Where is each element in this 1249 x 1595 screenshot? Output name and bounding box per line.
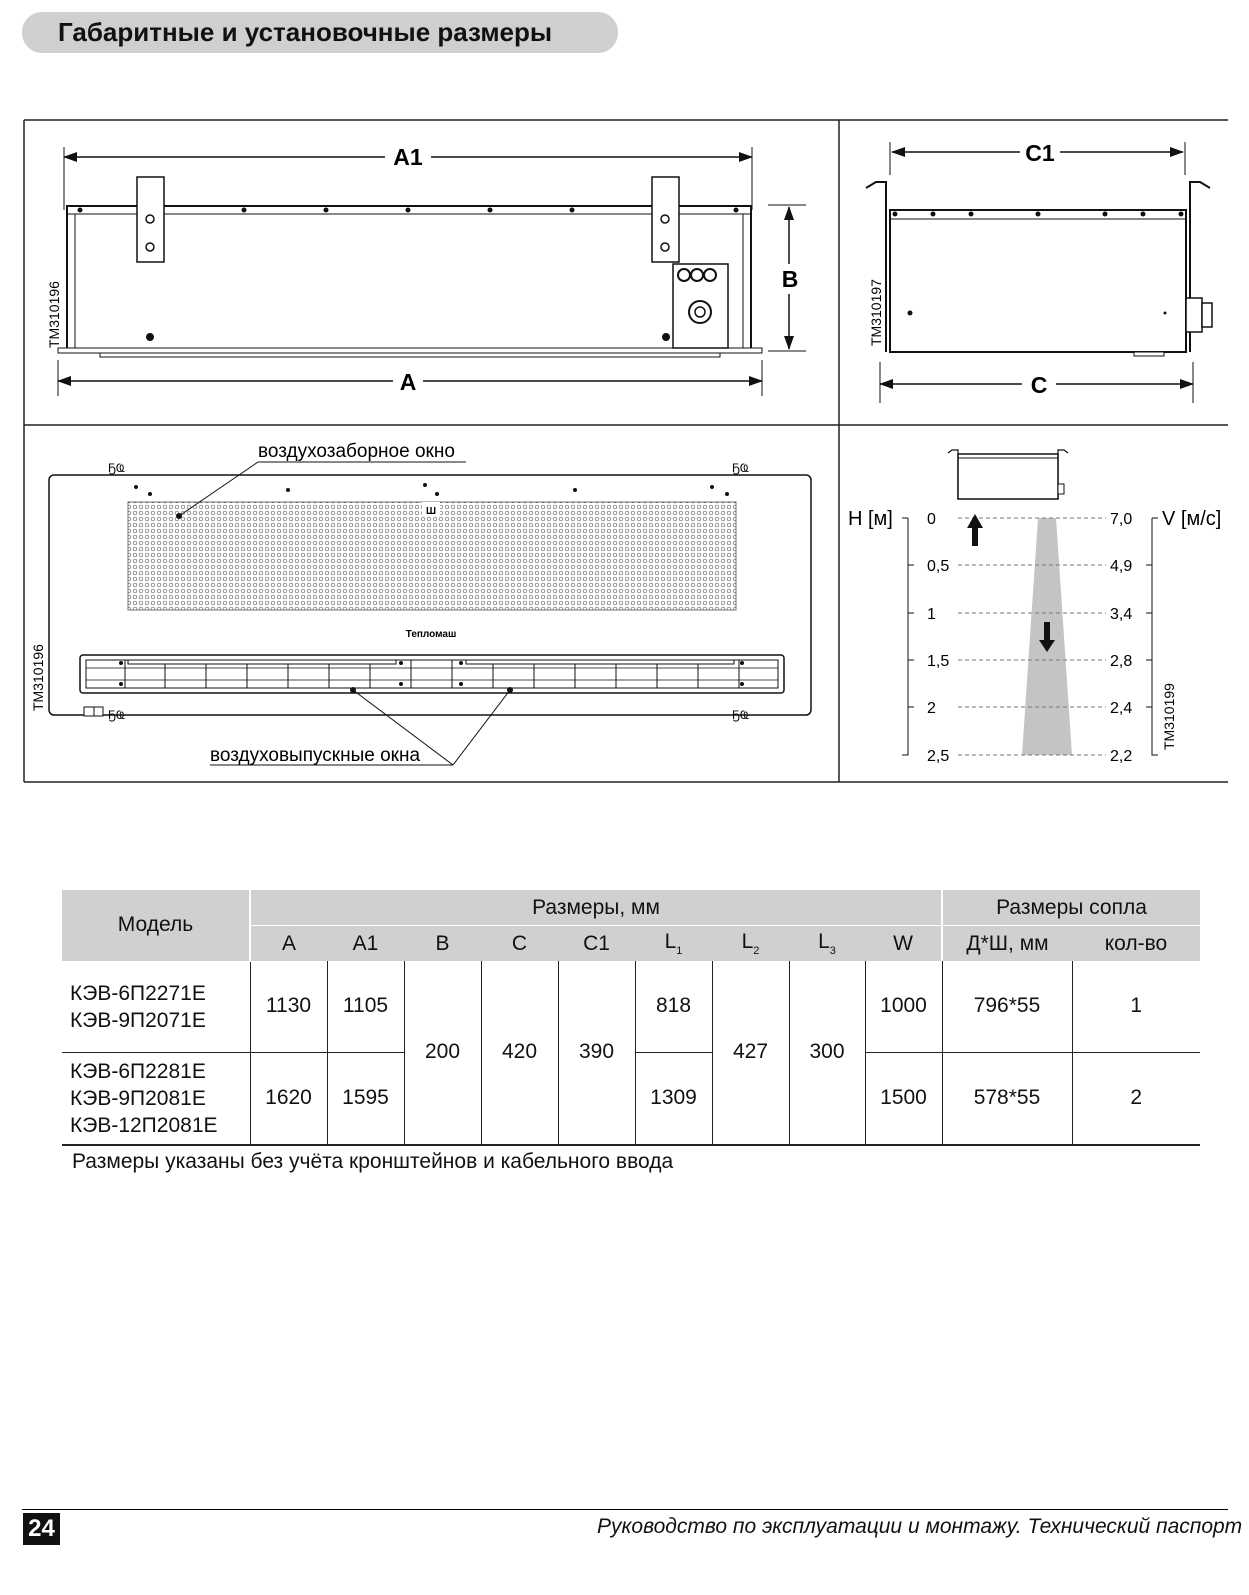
cell-dw: 578*55 [942, 1052, 1072, 1145]
h-value: 0 [927, 511, 936, 528]
svg-text:ҔҨ: ҔҨ [732, 461, 750, 475]
v-value: 2,8 [1110, 653, 1133, 670]
cell-a: 1130 [250, 961, 327, 1052]
col-l2-sub: 2 [753, 945, 760, 957]
cell-l1: 818 [635, 961, 712, 1052]
cell-a: 1620 [250, 1052, 327, 1145]
v-axis-label: V [м/с] [1162, 508, 1222, 530]
drawing-code-bottom: ТМ310196 [30, 644, 46, 711]
dim-a1-label: A1 [393, 144, 423, 170]
model-name: КЭВ-6П2271Е [70, 981, 206, 1005]
col-l2 [712, 926, 789, 962]
cell-w: 1000 [865, 961, 942, 1052]
col-l1-sub: 1 [676, 945, 683, 957]
front-view [46, 142, 806, 396]
cell-l3: 300 [789, 961, 865, 1145]
page-title: Габаритные и установочные размеры [58, 17, 553, 47]
col-b: B [404, 926, 481, 962]
h-value: 0,5 [927, 558, 950, 575]
drawing-code-airflow: ТМ310199 [1161, 683, 1177, 750]
bottom-view [30, 441, 811, 766]
col-qty: кол-во [1072, 926, 1200, 962]
col-c1: C1 [558, 926, 635, 962]
cell-b: 200 [404, 961, 481, 1145]
v-value: 2,4 [1110, 700, 1133, 717]
model-name: КЭВ-6П2281Е [70, 1059, 206, 1083]
h-axis-label: H [м] [848, 508, 893, 530]
model-name: КЭВ-12П2081Е [70, 1113, 218, 1137]
brand-logo: Тепломаш [405, 629, 457, 640]
col-l1-letter: L [664, 930, 677, 953]
dimensions-table [62, 890, 1200, 1146]
col-a: A [250, 926, 327, 962]
cell-dw: 796*55 [942, 961, 1072, 1052]
v-value: 4,9 [1110, 558, 1133, 575]
col-l3 [789, 926, 865, 962]
col-c: C [481, 926, 558, 962]
v-value: 2,2 [1110, 748, 1133, 765]
col-dw: Д*Ш, мм [942, 926, 1072, 962]
v-value: 3,4 [1110, 606, 1133, 623]
cell-a1: 1595 [327, 1052, 404, 1145]
svg-text:Ш: Ш [425, 506, 437, 517]
h-value: 2 [927, 700, 936, 717]
cell-c: 420 [481, 961, 558, 1145]
h-value: 2,5 [927, 748, 950, 765]
model-cell [62, 961, 250, 1052]
page-number: 24 [23, 1513, 60, 1545]
dims-header: Размеры, мм [250, 890, 942, 926]
svg-text:ҔҨ: ҔҨ [108, 708, 126, 722]
airflow-diagram [848, 450, 1221, 765]
col-l2-letter: L [741, 930, 754, 953]
col-l3-sub: 3 [829, 945, 836, 957]
cell-w: 1500 [865, 1052, 942, 1145]
cell-qty: 2 [1072, 1052, 1200, 1145]
svg-text:ҔҨ: ҔҨ [732, 708, 750, 722]
cell-l2: 427 [712, 961, 789, 1145]
dim-c1-label: C1 [1025, 140, 1055, 166]
col-a1: A1 [327, 926, 404, 962]
col-l1 [635, 926, 712, 962]
model-header: Модель [62, 890, 250, 961]
svg-text:ҔҨ: ҔҨ [108, 461, 126, 475]
nozzle-header: Размеры сопла [942, 890, 1200, 926]
table-note: Размеры указаны без учёта кронштейнов и кабельного ввода [72, 1150, 674, 1173]
model-name: КЭВ-9П2081Е [70, 1086, 206, 1110]
drawing-code-front: ТМ310196 [46, 281, 62, 348]
footer-text: Руководство по эксплуатации и монтажу. Технический паспорт [597, 1515, 1243, 1538]
col-l3-letter: L [818, 930, 830, 953]
v-value: 7,0 [1110, 511, 1133, 528]
dim-a-label: A [399, 369, 417, 395]
cell-a1: 1105 [327, 961, 404, 1052]
h-value: 1 [927, 606, 936, 623]
dim-b-label: B [781, 266, 799, 292]
intake-window-label: воздухозаборное окно [258, 441, 455, 462]
side-view [866, 138, 1212, 403]
table-row [62, 961, 1200, 1052]
cell-c1: 390 [558, 961, 635, 1145]
model-name: КЭВ-9П2071Е [70, 1008, 206, 1032]
cell-l1: 1309 [635, 1052, 712, 1145]
col-w: W [865, 926, 942, 962]
outlet-windows-label: воздуховыпускные окна [210, 745, 421, 766]
footer-divider [22, 1509, 1228, 1510]
drawing-code-side: ТМ310197 [868, 279, 884, 346]
model-cell [62, 1052, 250, 1145]
cell-qty: 1 [1072, 961, 1200, 1052]
dimension-drawings [0, 0, 1228, 800]
dim-c-label: C [1030, 372, 1048, 398]
h-value: 1,5 [927, 653, 950, 670]
